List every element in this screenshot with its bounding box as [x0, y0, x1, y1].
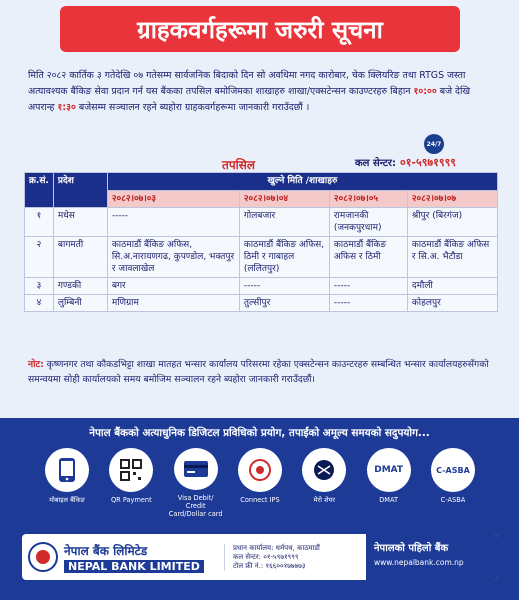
feature-dmat[interactable]: [362, 448, 416, 518]
call-center-label: कल सेन्टर:: [355, 158, 396, 169]
dmat-icon: DMAT: [367, 448, 411, 492]
cell: गोलबजार: [239, 208, 329, 237]
note-label: नोट:: [28, 359, 44, 370]
date-col: २०८२।०७।०७: [407, 191, 497, 208]
feature-caption: DMAT: [379, 496, 399, 504]
date-col: २०८२।०७।०५: [329, 191, 407, 208]
table-row: [25, 278, 498, 295]
feature-caption: Visa Debit/ Credit Card/Dollar card: [168, 494, 223, 518]
connect-ips-icon: [238, 448, 282, 492]
card-icon: [174, 448, 218, 490]
cell: काठमाडौं बैंकिङ अफिस र सि.अ. भैटौडा: [407, 237, 497, 278]
cell-sn: ४: [25, 295, 54, 312]
feature-c-asba[interactable]: [426, 448, 480, 518]
branch-table-wrap: [24, 172, 498, 312]
intro-time-end: १:३०: [57, 102, 76, 113]
intro-text-after: बजेसम्म सञ्चालन रहने ब्यहोरा ग्राहकवर्गहरूमा जानकारी गराउँदछौं ।: [75, 102, 310, 113]
cell: बगर: [107, 278, 239, 295]
cell: काठमाडौं बैंकिङ अफिस, सि.अ.नारायणगढ, कुपण्डोल, भक्तपुर र जावलाखेल: [107, 237, 239, 278]
table-row: [25, 295, 498, 312]
feature-caption: मेरो शेयर: [313, 496, 336, 504]
cell-sn: १: [25, 208, 54, 237]
logo-name-nepali: नेपाल बैंक लिमिटेड: [64, 543, 148, 558]
cell: श्रीपुर (बिरगंज): [407, 208, 497, 237]
feature-qr-payment[interactable]: [104, 448, 158, 518]
cell-province: बागमती: [53, 237, 107, 278]
cell: कोहलपुर: [407, 295, 497, 312]
intro-text-before: मिति २०८२ कार्तिक ३ गतेदेखि ०७ गतेसम्म सार्वजनिक बिदाको दिन सो अवधिमा नगद कारोबार, चेक क्लियरिङ तथा RTGS जस्ता अत्यावश्यक बैंकिङ सेवा प्रदान गर्न यस बैंकका तपसिल बमोजिमका शाखाहरु शाखा/एक्सटेन्सन काउण्टरहरु बिहान: [28, 70, 466, 97]
cell-province: मधेस: [53, 208, 107, 237]
table-row: [25, 208, 498, 237]
cell: -----: [107, 208, 239, 237]
contact-line: टोल फ्री नं.: १६६००१७७७७३: [233, 561, 306, 570]
cell: -----: [239, 278, 329, 295]
digital-services: [40, 448, 480, 518]
feature-caption: Connect IPS: [240, 496, 280, 504]
cell: काठमाडौं बैंकिङ अफिस, ठिमी र गाबाहल (ललितपुर): [239, 237, 329, 278]
logo-text: [64, 542, 204, 573]
contact-info: [224, 544, 364, 571]
cell: काठमाडौं बैंकिङ अफिस र ठिमी: [329, 237, 407, 278]
table-row: [25, 237, 498, 278]
qr-payment-icon: [109, 448, 153, 492]
col-province: प्रदेश: [53, 173, 107, 208]
feature-connect-ips[interactable]: [233, 448, 287, 518]
contact-line: प्रधान कार्यालय: धर्मपथ, काठमाडौं: [233, 543, 320, 552]
tapsil-heading: तपसिल: [222, 158, 256, 172]
col-group: खुल्ने मिति /शाखाहरु: [107, 173, 497, 191]
date-col: २०८२।०७।०४: [239, 191, 329, 208]
feature-caption: C-ASBA: [440, 496, 466, 504]
cell: -----: [329, 295, 407, 312]
cell-sn: ३: [25, 278, 54, 295]
cell-province: लुम्बिनी: [53, 295, 107, 312]
badge-24-7-icon: 24/7: [424, 134, 444, 154]
first-bank-tagline: नेपालको पहिलो बैंक: [374, 543, 449, 554]
meroshare-icon: [302, 448, 346, 492]
contact-line: कल सेन्टर: ०१-५९७१९९९: [233, 552, 299, 561]
branch-table: [24, 172, 498, 312]
c-asba-icon: C-ASBA: [431, 448, 475, 492]
intro-paragraph: [28, 68, 498, 116]
feature-caption: QR Payment: [110, 496, 152, 504]
title-banner: [60, 6, 460, 52]
cell-province: गण्डकी: [53, 278, 107, 295]
promo-text: नेपाल बैंकको अत्याधुनिक डिजिटल प्रविधिको प्रयोग, तपाईंको अमूल्य समयको सदुपयोग...: [89, 427, 430, 439]
page-title: ग्राहकवर्गहरूमा जरुरी सूचना: [137, 15, 383, 44]
col-sn: क्र.सं.: [25, 173, 54, 208]
bank-logo: [28, 538, 224, 576]
cell-sn: २: [25, 237, 54, 278]
mobile-banking-icon: [45, 448, 89, 492]
note-text: कृष्णनगर तथा कौकडभिट्टा शाखा मातहत भन्सार कार्यालय परिसरमा रहेका एक्सटेन्सन काउन्टरहरु सम्बन्धित भन्सार कार्यालयहरुसँगको समन्वयमा सोही कार्यालयको समय बमोजिम सञ्चालन रहने ब्यहोरा जानकारी गराउँदछौं।: [28, 359, 489, 385]
call-center: [355, 152, 505, 172]
website-link[interactable]: www.nepalbank.com.np: [374, 558, 464, 567]
cell: दमौली: [407, 278, 497, 295]
logo-name-english: NEPAL BANK LIMITED: [64, 560, 204, 573]
feature-meroshare[interactable]: [297, 448, 351, 518]
cell: मणिग्राम: [107, 295, 239, 312]
feature-cards[interactable]: [169, 448, 223, 518]
cell: -----: [329, 278, 407, 295]
call-center-number[interactable]: ०१-५९७१९९९: [399, 155, 457, 169]
first-bank-panel: [366, 534, 498, 580]
intro-time-start: १०:००: [413, 86, 437, 97]
cell: रामजानकी (जनकपुरधाम): [329, 208, 407, 237]
date-col: २०८२।०७।०३: [107, 191, 239, 208]
cell: तुल्सीपुर: [239, 295, 329, 312]
note-paragraph: [28, 357, 496, 387]
bank-emblem-icon: [28, 542, 58, 572]
footer: [22, 534, 498, 580]
intro-text-mid: बजे देखि अपरान्ह: [28, 86, 471, 113]
feature-mobile-banking[interactable]: [40, 448, 94, 518]
feature-caption: मोबाइल बैंकिङ: [49, 496, 85, 504]
